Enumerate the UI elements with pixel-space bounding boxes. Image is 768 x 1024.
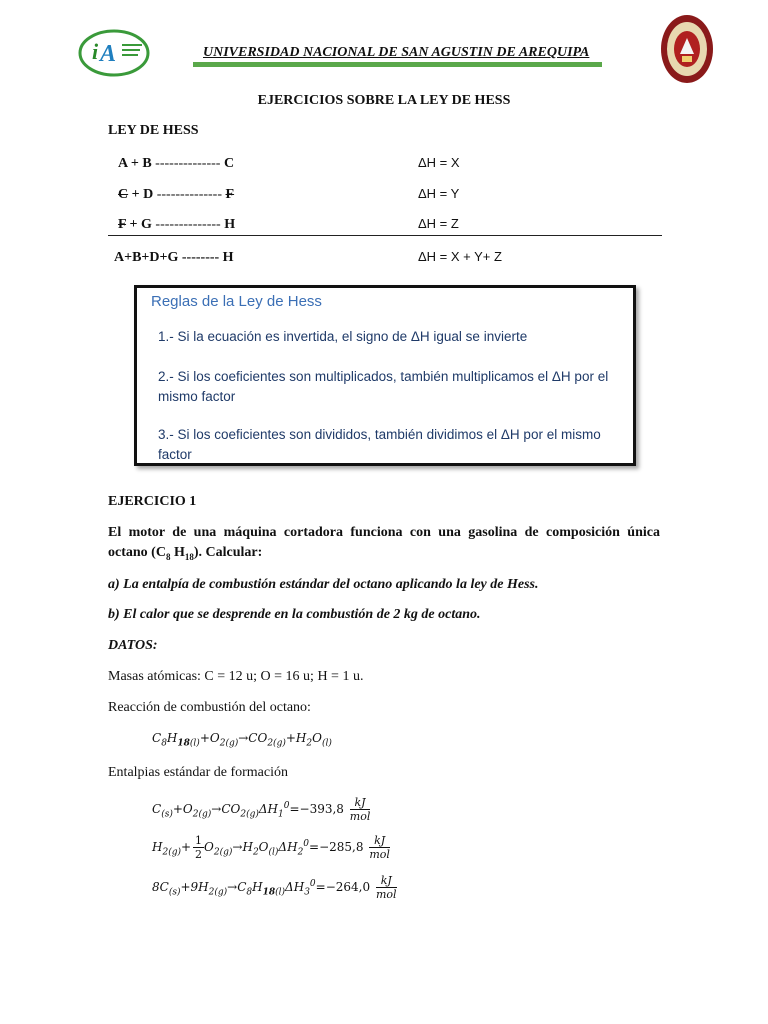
university-seal-icon xyxy=(660,14,714,84)
university-name: UNIVERSIDAD NACIONAL DE SAN AGUSTIN DE AREQUIPA xyxy=(203,45,590,60)
ia-logo-icon xyxy=(78,28,150,78)
question-a: a) La entalpía de combustión estándar del octano aplicando la ley de Hess. xyxy=(108,577,539,592)
formation-equation-2: $H_{2(g)}+$ $\frac{1}{2}$ $O_{2(g)}\to H_2O_{(l)}\Delta H_2^0=-285,8$ $\frac{kJ}{\text{mol}}$ xyxy=(152,834,390,861)
right-seal xyxy=(660,14,714,84)
exercise-statement-line-2: octano ($C_8$ $H_{18}$). Calcular: xyxy=(108,545,263,562)
formation-equation-3: $8C_{(s)}+9H_{2(g)}\to C_8H_{18(l)}\Delta H_3^0=-264,0$ $\frac{kJ}{\text{mol}}$ xyxy=(152,874,397,901)
svg-text:i: i xyxy=(92,39,99,64)
hess-row-3: F + G -------------- H xyxy=(118,217,236,232)
sum-divider xyxy=(108,235,662,236)
hess-total-equation: A+B+D+G -------- H xyxy=(114,250,234,265)
rules-box xyxy=(134,285,636,466)
combustion-label: Reacción de combustión del octano: xyxy=(108,700,311,715)
left-logo xyxy=(78,28,150,78)
rules-title: Reglas de la Ley de Hess xyxy=(151,293,322,310)
question-b: b) El calor que se desprende en la combustión de 2 kg de octano. xyxy=(108,607,481,622)
header-underline xyxy=(193,62,602,67)
hess-heading: LEY DE HESS xyxy=(108,123,199,138)
hess-row-2: C + D -------------- F xyxy=(118,187,235,202)
enthalpies-label: Entalpias estándar de formación xyxy=(108,765,288,780)
exercise-heading: EJERCICIO 1 xyxy=(108,494,197,509)
rule-2: 2.- Si los coeficientes son multiplicados, también multiplicamos el ΔH por el mismo factor xyxy=(158,369,609,404)
formation-equation-1: $C_{(s)}+O_{2(g)}\to CO_{2(g)}\Delta H_1^0=-393,8$ $\frac{kJ}{\text{mol}}$ xyxy=(152,796,371,823)
rule-1: 1.- Si la ecuación es invertida, el signo de ΔH igual se invierte xyxy=(158,329,528,344)
page-title: EJERCICIOS SOBRE LA LEY DE HESS xyxy=(257,93,511,108)
hess-dh-2: ΔH = Y xyxy=(418,186,460,201)
exercise-statement-line-1: El motor de una máquina cortadora funciona con una gasolina de composición única xyxy=(108,525,660,540)
atomic-masses: Masas atómicas: C = 12 u; O = 16 u; H = 1 u. xyxy=(108,669,364,684)
rule-3: 3.- Si los coeficientes son divididos, también dividimos el ΔH por el mismo factor xyxy=(158,427,601,462)
hess-total-dh: ΔH = X + Y+ Z xyxy=(418,249,502,264)
svg-text:A: A xyxy=(100,41,117,67)
hess-dh-1: ΔH = X xyxy=(418,155,460,170)
combustion-equation: $C_8H_{18(l)}+O_{2(g)}\to CO_{2(g)}+H_2O_{(l)}$ xyxy=(152,731,332,749)
datos-heading: DATOS: xyxy=(108,638,158,653)
hess-dh-3: ΔH = Z xyxy=(418,216,459,231)
hess-row-1: A + B -------------- C xyxy=(118,156,235,171)
